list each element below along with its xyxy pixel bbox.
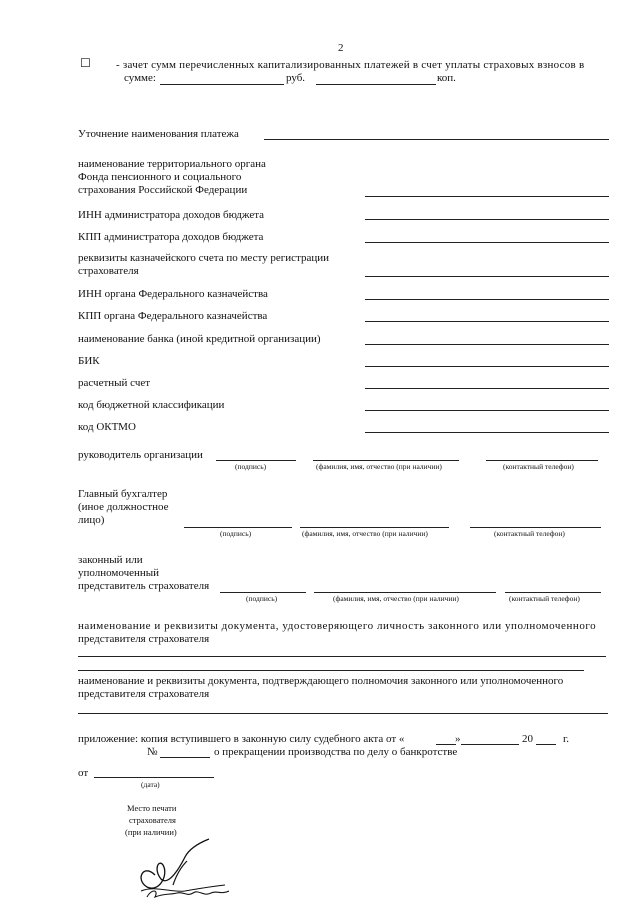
chief-accountant-label-2: (иное должностное [78,501,169,513]
kbk-field[interactable] [365,410,609,411]
head-signature-field[interactable] [216,460,296,461]
offset-text-sum-label: сумме: [124,72,156,84]
attachment-quote-close: » [455,733,461,745]
head-phone-field[interactable] [486,460,598,461]
clarification-field[interactable] [264,139,609,140]
territorial-body-label-2: Фонда пенсионного и социального [78,171,242,183]
accountant-fio-caption: (фамилия, имя, отчество (при наличии) [302,529,428,538]
handwritten-signature [125,835,245,905]
accountant-phone-caption: (контактный телефон) [494,529,565,538]
stamp-label-2: страхователя [129,815,176,825]
representative-signature-field[interactable] [220,592,306,593]
authority-doc-label-2: представителя страхователя [78,688,210,700]
treasury-account-label-1: реквизиты казначейского счета по месту регистрации [78,252,330,264]
head-signature-caption: (подпись) [235,462,267,471]
attachment-year-field[interactable] [536,744,556,745]
representative-fio-caption: (фамилия, имя, отчество (при наличии) [333,594,459,603]
inn-admin-field[interactable] [365,219,609,220]
attachment-year-prefix: 20 [522,733,533,745]
oktmo-field[interactable] [365,432,609,433]
authority-doc-label-1: наименование и реквизиты документа, подтверждающего полномочия законного или уполномоченного [78,675,564,687]
accountant-signature-field[interactable] [184,527,292,528]
attachment-text: приложение: копия вступившего в законную силу судебного акта от « [78,733,405,745]
head-fio-caption: (фамилия, имя, отчество (при наличии) [316,462,442,471]
representative-phone-caption: (контактный телефон) [509,594,580,603]
representative-label-3: представитель страхователя [78,580,210,592]
kpp-treasury-label: КПП органа Федерального казначейства [78,310,268,322]
attachment-number-field[interactable] [160,757,210,758]
sum-kop-field[interactable] [316,84,436,85]
representative-phone-field[interactable] [505,592,601,593]
bank-name-field[interactable] [365,344,609,345]
identity-doc-label-1: наименование и реквизиты документа, удостоверяющего личность законного или уполномоченного [78,620,597,632]
kpp-treasury-field[interactable] [365,321,609,322]
accountant-phone-field[interactable] [470,527,601,528]
head-fio-field[interactable] [313,460,459,461]
authority-doc-field[interactable] [78,713,608,714]
offset-text-line1: - зачет сумм перечисленных капитализированных платежей в счет уплаты страховых взносов в [116,59,585,71]
oktmo-label: код ОКТМО [78,421,136,433]
head-label: руководитель организации [78,449,203,461]
identity-doc-field-2[interactable] [78,670,584,671]
representative-label-1: законный или [78,554,143,566]
representative-label-2: уполномоченный [78,567,160,579]
attachment-month-field[interactable] [461,744,519,745]
kpp-admin-label: КПП администратора доходов бюджета [78,231,264,243]
territorial-body-field[interactable] [365,196,609,197]
inn-admin-label: ИНН администратора доходов бюджета [78,209,265,221]
account-field[interactable] [365,388,609,389]
stamp-label-1: Место печати [127,803,177,813]
attachment-number-label: № [147,746,158,758]
account-label: расчетный счет [78,377,151,389]
attachment-day-field[interactable] [436,744,456,745]
accountant-fio-field[interactable] [300,527,449,528]
attachment-bankruptcy-text: о прекращении производства по делу о банкротстве [214,746,458,758]
clarification-label: Уточнение наименования платежа [78,128,239,140]
checkbox[interactable]: ☐ [80,56,91,70]
territorial-body-label-1: наименование территориального органа [78,158,266,170]
page-number: 2 [338,42,344,54]
kpp-admin-field[interactable] [365,242,609,243]
inn-treasury-field[interactable] [365,299,609,300]
inn-treasury-label: ИНН органа Федерального казначейства [78,288,268,300]
identity-doc-field-1[interactable] [78,656,606,657]
accountant-signature-caption: (подпись) [220,529,252,538]
sum-rub-field[interactable] [160,84,284,85]
chief-accountant-label-3: лицо) [78,514,105,526]
kop-label: коп. [437,72,456,84]
representative-signature-caption: (подпись) [246,594,278,603]
bik-field[interactable] [365,366,609,367]
treasury-account-field[interactable] [365,276,609,277]
date-field[interactable] [94,777,214,778]
bank-name-label: наименование банка (иной кредитной организации) [78,333,321,345]
kbk-label: код бюджетной классификации [78,399,225,411]
stamp-label-3: (при наличии) [125,827,177,837]
date-caption: (дата) [141,780,160,789]
chief-accountant-label-1: Главный бухгалтер [78,488,168,500]
identity-doc-label-2: представителя страхователя [78,633,210,645]
representative-fio-field[interactable] [314,592,496,593]
attachment-year-suffix: г. [563,733,570,745]
head-phone-caption: (контактный телефон) [503,462,574,471]
treasury-account-label-2: страхователя [78,265,139,277]
bik-label: БИК [78,355,100,367]
rub-label: руб. [286,72,306,84]
territorial-body-label-3: страхования Российской Федерации [78,184,248,196]
date-from-label: от [78,767,89,779]
